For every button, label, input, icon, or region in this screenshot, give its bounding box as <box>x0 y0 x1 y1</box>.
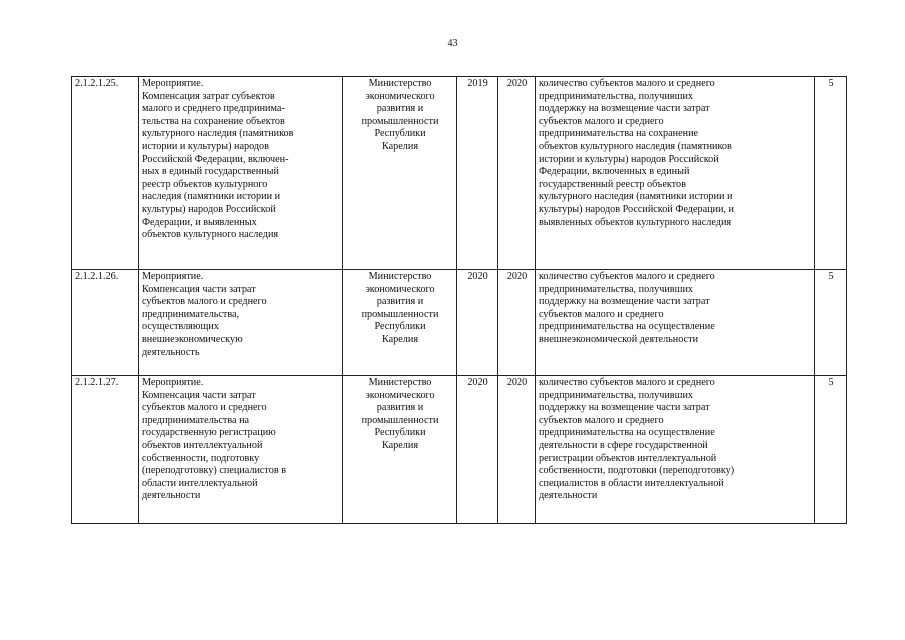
executor <box>343 376 457 524</box>
text-line: Республики <box>374 128 426 140</box>
table-row <box>72 376 847 524</box>
page-number: 43 <box>447 38 458 49</box>
year-end: 2020 <box>498 376 536 524</box>
table-row <box>72 77 847 270</box>
text-line: специалистов в области интеллектуальной <box>539 477 724 489</box>
measure-description-lines <box>142 271 340 359</box>
text-line: объектов культурного наследия (памятников <box>539 140 732 152</box>
text-line: объектов интеллектуальной <box>142 439 263 451</box>
text-line: Карелия <box>381 439 419 451</box>
text-line: развития и <box>376 296 424 308</box>
text-line: экономического <box>365 389 435 401</box>
text-line: культуры) народов Российской Федерации, и <box>539 203 734 215</box>
text-line: развития и <box>376 402 424 414</box>
text-line: экономического <box>365 90 435 102</box>
text-line: промышленности <box>361 414 439 426</box>
text-line: Федерации, и выявленных <box>142 216 257 228</box>
text-line: Министерство <box>368 271 432 282</box>
text-line: Федерации, включенных в единый <box>539 166 690 178</box>
text-line: Мероприятие. <box>142 271 204 282</box>
text-line: наследия (памятники истории и <box>142 191 281 203</box>
text-line: реестр объектов культурного <box>142 178 268 190</box>
text-line: Компенсация затрат субъектов <box>142 90 275 102</box>
measure-description <box>139 77 343 270</box>
year-end: 2020 <box>498 270 536 376</box>
year-end: 2020 <box>498 77 536 270</box>
text-line: объектов культурного наследия <box>142 229 279 241</box>
text-line: экономического <box>365 283 435 295</box>
text-line: количество субъектов малого и среднего <box>539 377 715 388</box>
text-line: количество субъектов малого и среднего <box>539 271 715 282</box>
text-line: культуры) народов Российской <box>142 203 276 215</box>
text-line: культурного наследия (памятников <box>142 128 294 140</box>
text-line: поддержку на возмещение части затрат <box>539 103 710 115</box>
text-line: истории и культуры) народов Российской <box>539 153 719 165</box>
text-line: субъектов малого и среднего <box>539 308 664 320</box>
executor-lines <box>346 78 454 154</box>
text-line: предпринимательства на осуществление <box>539 321 715 333</box>
measure-description-lines <box>142 78 340 242</box>
text-line: истории и культуры) народов <box>142 140 269 152</box>
text-line: предпринимательства, получивших <box>539 283 693 295</box>
executor-lines <box>346 377 454 453</box>
indicator <box>536 77 815 270</box>
text-line: регистрации объектов интеллектуальной <box>539 452 717 464</box>
text-line: субъектов малого и среднего <box>539 414 664 426</box>
text-line: малого и среднего предпринима- <box>142 103 285 115</box>
text-line: субъектов малого и среднего <box>142 402 267 414</box>
text-line: Компенсация части затрат <box>142 283 256 295</box>
text-line: Республики <box>374 427 426 439</box>
text-line: предпринимательства на <box>142 414 250 426</box>
text-line: поддержку на возмещение части затрат <box>539 296 710 308</box>
text-line: количество субъектов малого и среднего <box>539 78 715 89</box>
text-line: Министерство <box>368 78 432 89</box>
year-start: 2020 <box>457 376 498 524</box>
text-line: деятельность <box>142 346 200 358</box>
indicator-value: 5 <box>815 376 847 524</box>
text-line: предпринимательства, <box>142 308 240 320</box>
text-line: субъектов малого и среднего <box>142 296 267 308</box>
indicator-lines <box>539 377 812 503</box>
text-line: тельства на сохранение объектов <box>142 115 285 127</box>
text-line: поддержку на возмещение части затрат <box>539 402 710 414</box>
text-line: культурного наследия (памятники истории и <box>539 191 733 203</box>
text-line: Компенсация части затрат <box>142 389 256 401</box>
measure-description <box>139 376 343 524</box>
text-line: внешнеэкономической деятельности <box>539 333 699 345</box>
text-line: государственный реестр объектов <box>539 178 686 190</box>
measures-table <box>71 76 847 524</box>
table-row <box>72 270 847 376</box>
executor <box>343 77 457 270</box>
indicator <box>536 376 815 524</box>
text-line: Министерство <box>368 377 432 388</box>
measure-code: 2.1.2.1.25. <box>72 77 139 270</box>
text-line: Карелия <box>381 333 419 345</box>
year-start: 2020 <box>457 270 498 376</box>
text-line: внешнеэкономическую <box>142 333 243 345</box>
indicator-lines <box>539 271 812 347</box>
indicator <box>536 270 815 376</box>
executor-lines <box>346 271 454 347</box>
executor <box>343 270 457 376</box>
text-line: осуществляющих <box>142 321 219 333</box>
text-line: Российской Федерации, включен- <box>142 153 289 165</box>
text-line: предпринимательства на сохранение <box>539 128 699 140</box>
text-line: государственную регистрацию <box>142 427 276 439</box>
text-line: промышленности <box>361 115 439 127</box>
indicator-lines <box>539 78 812 229</box>
text-line: ных в единый государственный <box>142 166 279 178</box>
text-line: собственности, подготовку <box>142 452 260 464</box>
text-line: Республики <box>374 321 426 333</box>
text-line: предпринимательства, получивших <box>539 389 693 401</box>
text-line: деятельности <box>539 490 598 502</box>
measure-description <box>139 270 343 376</box>
text-line: деятельности в сфере государственной <box>539 439 708 451</box>
text-line: Карелия <box>381 140 419 152</box>
year-start: 2019 <box>457 77 498 270</box>
text-line: деятельности <box>142 490 201 502</box>
indicator-value: 5 <box>815 77 847 270</box>
measure-code: 2.1.2.1.26. <box>72 270 139 376</box>
text-line: промышленности <box>361 308 439 320</box>
measure-code: 2.1.2.1.27. <box>72 376 139 524</box>
text-line: Мероприятие. <box>142 78 204 89</box>
text-line: субъектов малого и среднего <box>539 115 664 127</box>
measure-description-lines <box>142 377 340 503</box>
text-line: области интеллектуальной <box>142 477 258 489</box>
text-line: Мероприятие. <box>142 377 204 388</box>
indicator-value: 5 <box>815 270 847 376</box>
text-line: (переподготовку) специалистов в <box>142 465 287 477</box>
text-line: предпринимательства на осуществление <box>539 427 715 439</box>
text-line: развития и <box>376 103 424 115</box>
text-line: собственности, подготовки (переподготовку) <box>539 465 735 477</box>
text-line: выявленных объектов культурного наследия <box>539 216 732 228</box>
text-line: предпринимательства, получивших <box>539 90 693 102</box>
